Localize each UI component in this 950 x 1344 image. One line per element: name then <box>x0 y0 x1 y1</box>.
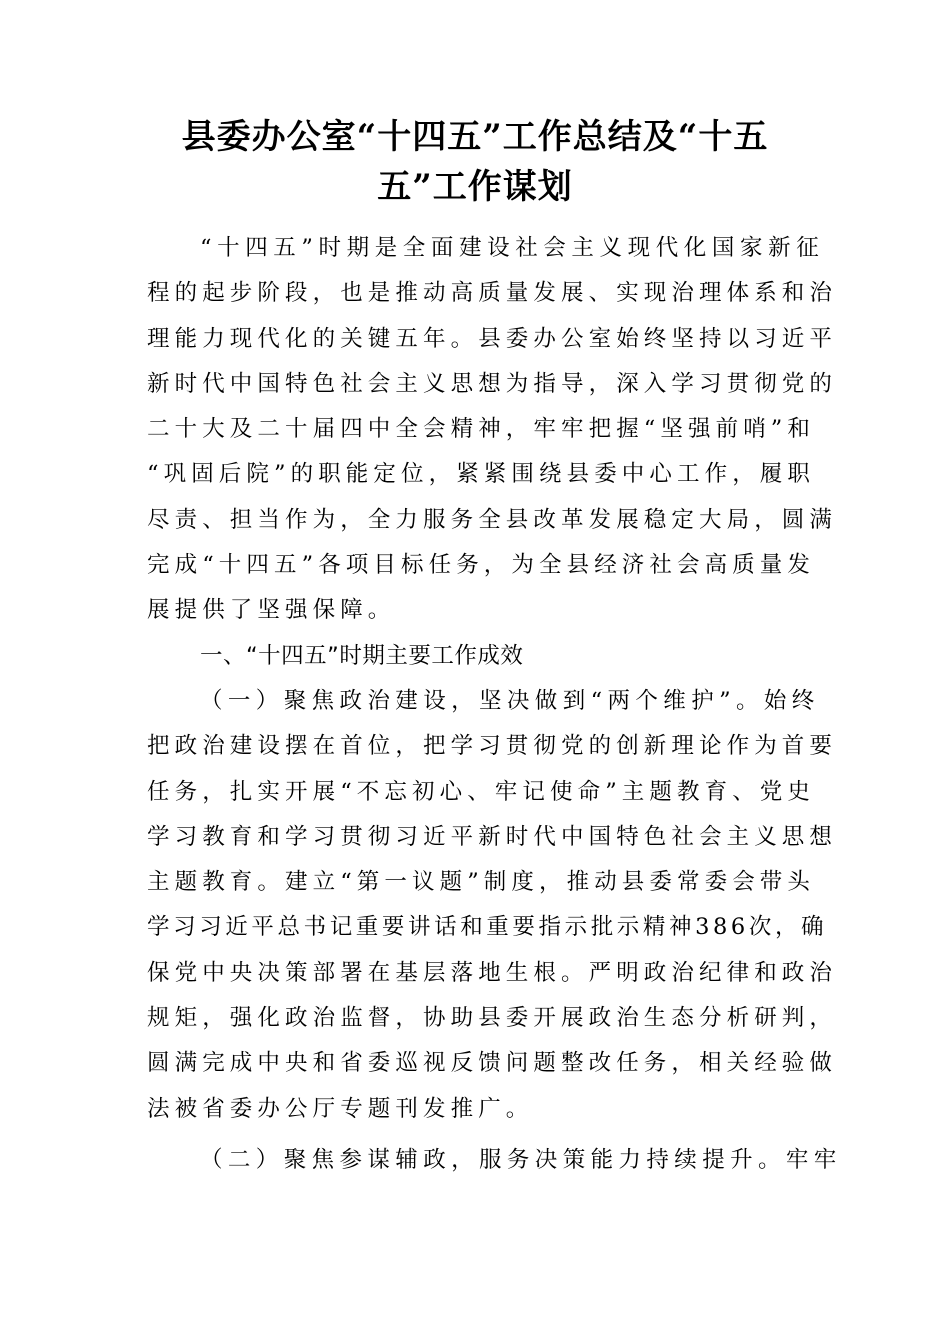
paragraph-line: （二）聚焦参谋辅政，服务决策能力持续提升。牢牢 <box>200 1146 842 1173</box>
paragraph-line: “十四五”时期是全面建设社会主义现代化国家新征 <box>200 235 825 261</box>
paragraph-line: 尽责、担当作为，全力服务全县改革发展稳定大局，圆满 <box>147 506 838 533</box>
paragraph-line: （一）聚焦政治建设，坚决做到“两个维护”。始终 <box>200 687 820 714</box>
section-heading: 一、“十四五”时期主要工作成效 <box>200 642 524 669</box>
paragraph-line: 新时代中国特色社会主义思想为指导，深入学习贯彻党的 <box>147 370 838 397</box>
title-line-2: 五”工作谋划 <box>377 167 573 207</box>
paragraph-line: 学习教育和学习贯彻习近平新时代中国特色社会主义思想 <box>147 823 838 850</box>
paragraph-line: 把政治建设摆在首位，把学习贯彻党的创新理论作为首要 <box>147 733 838 760</box>
paragraph-line: “巩固后院”的职能定位，紧紧围绕县委中心工作，履职 <box>147 461 816 488</box>
paragraph-line: 理能力现代化的关键五年。县委办公室始终坚持以习近平 <box>147 325 838 352</box>
paragraph-line: 二十大及二十届四中全会精神，牢牢把握“坚强前哨”和 <box>147 416 816 443</box>
paragraph-line: 展提供了坚强保障。 <box>147 597 396 624</box>
paragraph-line: 程的起步阶段，也是推动高质量发展、实现治理体系和治 <box>147 280 838 307</box>
subsection-2-paragraph <box>147 1138 842 1183</box>
paragraph-line: 保党中央决策部署在基层落地生根。严明政治纪律和政治 <box>147 959 838 986</box>
paragraph-line: 完成“十四五”各项目标任务，为全县经济社会高质量发 <box>147 552 816 579</box>
document-title <box>150 112 800 212</box>
title-line-1: 县委办公室“十四五”工作总结及“十五 <box>181 117 769 157</box>
intro-paragraph <box>147 226 838 634</box>
subsection-1-paragraph <box>147 679 838 1132</box>
paragraph-line: 任务，扎实开展“不忘初心、牢记使命”主题教育、党史 <box>147 778 816 805</box>
paragraph-line: 主题教育。建立“第一议题”制度，推动县委常委会带头 <box>147 869 816 896</box>
document-body <box>147 226 842 1183</box>
paragraph-line: 规矩，强化政治监督，协助县委开展政治生态分析研判， <box>147 1005 838 1032</box>
paragraph-line: 圆满完成中央和省委巡视反馈问题整改任务，相关经验做 <box>147 1050 838 1077</box>
paragraph-line: 学习习近平总书记重要讲话和重要指示批示精神386次，确 <box>147 914 828 941</box>
paragraph-line: 法被省委办公厅专题刊发推广。 <box>147 1095 534 1122</box>
